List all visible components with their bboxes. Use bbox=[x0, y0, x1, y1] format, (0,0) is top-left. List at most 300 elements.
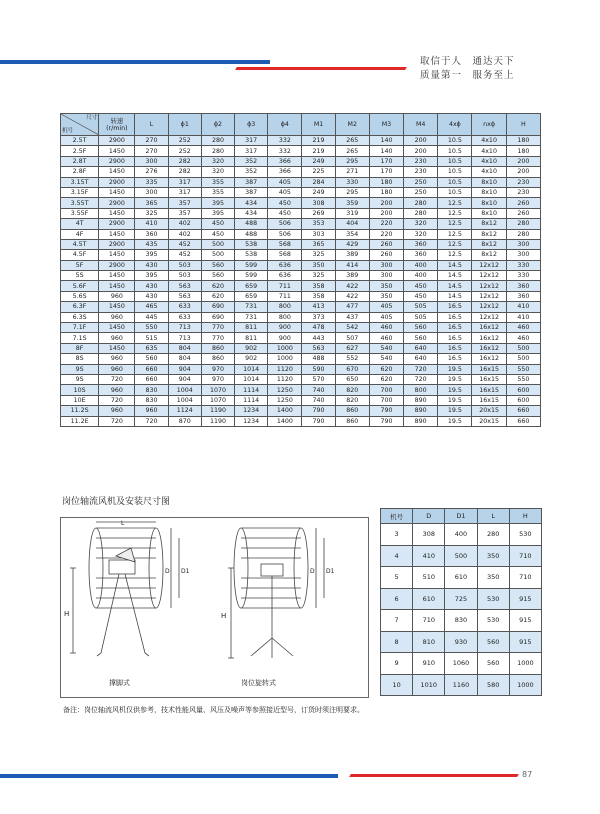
table-cell: 12.5 bbox=[438, 208, 472, 218]
table-cell: 8 bbox=[381, 631, 413, 653]
table-row bbox=[61, 177, 541, 187]
table-cell: 720 bbox=[404, 374, 438, 384]
table-cell: 570 bbox=[302, 374, 335, 384]
table-cell: 1060 bbox=[445, 653, 477, 675]
table-cell: 1450 bbox=[99, 271, 135, 281]
table-cell: 280 bbox=[201, 146, 234, 156]
table-row bbox=[381, 674, 542, 696]
table-cell: 1400 bbox=[268, 416, 302, 426]
table-cell: 740 bbox=[302, 385, 335, 395]
table-cell: 16x15 bbox=[472, 395, 506, 405]
table-row bbox=[61, 323, 541, 333]
table-cell: 303 bbox=[302, 229, 335, 239]
table-cell: 320 bbox=[201, 167, 234, 177]
table-row bbox=[61, 156, 541, 166]
table-cell: 8x10 bbox=[472, 187, 506, 197]
table-cell: 10.5 bbox=[438, 177, 472, 187]
table-cell: 530 bbox=[477, 588, 509, 610]
installation-drawing bbox=[60, 517, 369, 698]
table-cell: 460 bbox=[369, 323, 403, 333]
table-cell: 19.5 bbox=[438, 364, 472, 374]
table-cell: 180 bbox=[369, 187, 403, 197]
table-cell: 437 bbox=[335, 312, 369, 322]
table-cell: 659 bbox=[235, 281, 268, 291]
table-cell: 280 bbox=[477, 524, 509, 546]
table-cell: 1190 bbox=[201, 416, 234, 426]
table-cell: 620 bbox=[369, 374, 403, 384]
table-cell: 488 bbox=[302, 354, 335, 364]
table-cell: 325 bbox=[302, 250, 335, 260]
table-cell: 620 bbox=[201, 281, 234, 291]
table-cell: 140 bbox=[369, 136, 403, 146]
table-cell: 16.5 bbox=[438, 302, 472, 312]
table-cell: 12x12 bbox=[472, 271, 506, 281]
table-cell: 325 bbox=[135, 208, 168, 218]
table-cell: 790 bbox=[302, 406, 335, 416]
table-cell: 404 bbox=[335, 219, 369, 229]
table-cell: 180 bbox=[506, 146, 540, 156]
table-row bbox=[381, 653, 542, 675]
table-cell: 20x15 bbox=[472, 416, 506, 426]
table-cell: 220 bbox=[369, 229, 403, 239]
table-cell: 422 bbox=[335, 291, 369, 301]
table-cell: 16x15 bbox=[472, 364, 506, 374]
column-header: D bbox=[413, 509, 445, 524]
table-cell: 265 bbox=[335, 146, 369, 156]
column-header: M3 bbox=[369, 114, 403, 136]
table-cell: 260 bbox=[506, 208, 540, 218]
column-header: 机号 bbox=[381, 509, 413, 524]
model-cell: 6.3F bbox=[61, 302, 99, 312]
table-cell: 200 bbox=[506, 156, 540, 166]
table-cell: 720 bbox=[404, 364, 438, 374]
table-cell: 620 bbox=[201, 291, 234, 301]
table-cell: 219 bbox=[302, 136, 335, 146]
table-cell: 1450 bbox=[99, 208, 135, 218]
table-cell: 19.5 bbox=[438, 416, 472, 426]
table-cell: 700 bbox=[369, 385, 403, 395]
column-header: M1 bbox=[302, 114, 335, 136]
table-cell: 1014 bbox=[235, 364, 268, 374]
table-cell: 280 bbox=[201, 136, 234, 146]
table-cell: 14.5 bbox=[438, 291, 472, 301]
table-cell: 354 bbox=[335, 229, 369, 239]
table-cell: 19.5 bbox=[438, 406, 472, 416]
table-cell: 395 bbox=[201, 208, 234, 218]
table-cell: 19.5 bbox=[438, 395, 472, 405]
table-cell: 710 bbox=[413, 610, 445, 632]
table-cell: 568 bbox=[268, 239, 302, 249]
table-cell: 10.5 bbox=[438, 156, 472, 166]
table-cell: 505 bbox=[404, 302, 438, 312]
table-cell: 405 bbox=[369, 302, 403, 312]
table-cell: 563 bbox=[302, 343, 335, 353]
table-cell: 636 bbox=[268, 271, 302, 281]
corner-label-model: 机号 bbox=[62, 128, 74, 134]
table-cell: 16x15 bbox=[472, 374, 506, 384]
column-header: H bbox=[506, 114, 540, 136]
table-cell: 8x10 bbox=[472, 208, 506, 218]
table-row bbox=[61, 146, 541, 156]
table-cell: 12x12 bbox=[472, 291, 506, 301]
table-cell: 2900 bbox=[99, 156, 135, 166]
table-cell: 260 bbox=[369, 239, 403, 249]
table-cell: 600 bbox=[506, 385, 540, 395]
table-cell: 12x12 bbox=[472, 312, 506, 322]
table-cell: 550 bbox=[506, 374, 540, 384]
table-cell: 200 bbox=[404, 146, 438, 156]
table-cell: 915 bbox=[509, 631, 541, 653]
header-red-stripe bbox=[235, 67, 407, 70]
table-cell: 249 bbox=[302, 187, 335, 197]
model-cell: 5S bbox=[61, 271, 99, 281]
table-cell: 414 bbox=[335, 260, 369, 270]
table-cell: 387 bbox=[235, 177, 268, 187]
table-cell: 1450 bbox=[99, 229, 135, 239]
table-cell: 317 bbox=[168, 187, 201, 197]
table-cell: 7 bbox=[381, 610, 413, 632]
table-cell: 860 bbox=[335, 406, 369, 416]
table-cell: 282 bbox=[168, 167, 201, 177]
table-cell: 357 bbox=[168, 208, 201, 218]
table-cell: 280 bbox=[404, 198, 438, 208]
footnote: 备注：岗位轴流风机仅供参考，技术性能风量、风压及噪声等参照接近型号，订货时须注明要求。 bbox=[63, 706, 364, 714]
table-cell: 280 bbox=[506, 219, 540, 229]
table-cell: 20x15 bbox=[472, 406, 506, 416]
table-cell: 270 bbox=[135, 146, 168, 156]
table-cell: 711 bbox=[268, 291, 302, 301]
table-cell: 731 bbox=[235, 302, 268, 312]
table-cell: 250 bbox=[404, 187, 438, 197]
table-cell: 360 bbox=[506, 281, 540, 291]
model-cell: 3.55F bbox=[61, 208, 99, 218]
table-row bbox=[61, 250, 541, 260]
table-cell: 720 bbox=[99, 374, 135, 384]
table-cell: 308 bbox=[302, 198, 335, 208]
column-header: ϕ3 bbox=[235, 114, 268, 136]
model-cell: 10E bbox=[61, 395, 99, 405]
table-cell: 8x12 bbox=[472, 239, 506, 249]
table-cell: 510 bbox=[413, 567, 445, 589]
table-cell: 1450 bbox=[99, 343, 135, 353]
table-cell: 295 bbox=[335, 156, 369, 166]
table-cell: 740 bbox=[302, 395, 335, 405]
table-row bbox=[61, 281, 541, 291]
table-cell: 960 bbox=[135, 406, 168, 416]
table-cell: 800 bbox=[404, 385, 438, 395]
table-cell: 373 bbox=[302, 312, 335, 322]
table-row bbox=[61, 364, 541, 374]
table-cell: 563 bbox=[168, 291, 201, 301]
table-cell: 16x12 bbox=[472, 343, 506, 353]
model-cell: 11.2S bbox=[61, 406, 99, 416]
table-row bbox=[61, 374, 541, 384]
table-row bbox=[61, 187, 541, 197]
column-header: M4 bbox=[404, 114, 438, 136]
table-cell: 450 bbox=[201, 219, 234, 229]
table-cell: 830 bbox=[135, 385, 168, 395]
table-cell: 300 bbox=[506, 250, 540, 260]
table-cell: 360 bbox=[404, 250, 438, 260]
table-row bbox=[61, 229, 541, 239]
slogan-line-1: 取信于人 通达天下 bbox=[420, 56, 515, 67]
table-cell: 320 bbox=[404, 219, 438, 229]
table-cell: 410 bbox=[135, 219, 168, 229]
table-cell: 410 bbox=[506, 312, 540, 322]
column-header: M2 bbox=[335, 114, 369, 136]
table-cell: 610 bbox=[413, 588, 445, 610]
dim-d1-right: D1 bbox=[326, 568, 335, 575]
table-cell: 713 bbox=[168, 333, 201, 343]
table-cell: 713 bbox=[168, 323, 201, 333]
table-cell: 870 bbox=[168, 416, 201, 426]
table-cell: 960 bbox=[99, 385, 135, 395]
model-cell: 5.6F bbox=[61, 281, 99, 291]
table-cell: 405 bbox=[369, 312, 403, 322]
table-cell: 9 bbox=[381, 653, 413, 675]
dim-d-left: D bbox=[165, 568, 170, 575]
table-cell: 960 bbox=[99, 312, 135, 322]
model-cell: 7.1S bbox=[61, 333, 99, 343]
model-cell: 8F bbox=[61, 343, 99, 353]
table-cell: 500 bbox=[201, 239, 234, 249]
table-cell: 450 bbox=[268, 198, 302, 208]
table-cell: 230 bbox=[506, 187, 540, 197]
table-cell: 366 bbox=[268, 167, 302, 177]
table-cell: 3 bbox=[381, 524, 413, 546]
table-cell: 1000 bbox=[509, 674, 541, 696]
table-cell: 860 bbox=[201, 343, 234, 353]
table-cell: 350 bbox=[477, 545, 509, 567]
caption-rotary-stand: 岗位旋转式 bbox=[241, 679, 276, 687]
table-cell: 445 bbox=[135, 312, 168, 322]
table-cell: 12.5 bbox=[438, 229, 472, 239]
table-corner-cell bbox=[61, 114, 99, 136]
table-cell: 452 bbox=[168, 250, 201, 260]
table-cell: 904 bbox=[168, 364, 201, 374]
model-cell: 2.8T bbox=[61, 156, 99, 166]
table-cell: 276 bbox=[135, 167, 168, 177]
table-cell: 352 bbox=[235, 156, 268, 166]
slogan-line-2: 质量第一 服务至上 bbox=[420, 70, 515, 81]
table-cell: 2900 bbox=[99, 239, 135, 249]
table-cell: 405 bbox=[268, 177, 302, 187]
table-cell: 660 bbox=[135, 374, 168, 384]
footer-red-stripe bbox=[349, 774, 519, 777]
table-cell: 503 bbox=[168, 271, 201, 281]
table-cell: 320 bbox=[404, 229, 438, 239]
table-cell: 430 bbox=[135, 281, 168, 291]
table-cell: 720 bbox=[99, 416, 135, 426]
table-cell: 710 bbox=[509, 567, 541, 589]
column-header: D1 bbox=[445, 509, 477, 524]
table-cell: 319 bbox=[335, 208, 369, 218]
column-header: ϕ1 bbox=[168, 114, 201, 136]
table-cell: 1450 bbox=[99, 250, 135, 260]
table-cell: 1070 bbox=[201, 395, 234, 405]
model-cell: 2.5T bbox=[61, 136, 99, 146]
table-row bbox=[381, 524, 542, 546]
table-cell: 506 bbox=[268, 219, 302, 229]
table-cell: 317 bbox=[235, 146, 268, 156]
table-cell: 770 bbox=[201, 323, 234, 333]
table-cell: 325 bbox=[302, 271, 335, 281]
column-header: L bbox=[135, 114, 168, 136]
table-cell: 16x12 bbox=[472, 354, 506, 364]
dim-h-left: H bbox=[64, 610, 70, 618]
table-cell: 170 bbox=[369, 167, 403, 177]
table-cell: 16x12 bbox=[472, 323, 506, 333]
table-row bbox=[61, 208, 541, 218]
table-cell: 400 bbox=[404, 271, 438, 281]
table-cell: 478 bbox=[302, 323, 335, 333]
table-cell: 900 bbox=[268, 323, 302, 333]
table-cell: 450 bbox=[404, 291, 438, 301]
table-cell: 249 bbox=[302, 156, 335, 166]
table-cell: 410 bbox=[506, 302, 540, 312]
table-cell: 530 bbox=[477, 610, 509, 632]
table-cell: 252 bbox=[168, 136, 201, 146]
table-cell: 1070 bbox=[201, 385, 234, 395]
table-row bbox=[61, 312, 541, 322]
table-cell: 330 bbox=[506, 271, 540, 281]
table-cell: 230 bbox=[404, 167, 438, 177]
table-cell: 6 bbox=[381, 588, 413, 610]
column-header: 4xϕ bbox=[438, 114, 472, 136]
table-cell: 19.5 bbox=[438, 385, 472, 395]
table-cell: 560 bbox=[201, 271, 234, 281]
table-cell: 352 bbox=[235, 167, 268, 177]
table-cell: 1010 bbox=[413, 674, 445, 696]
table-cell: 811 bbox=[235, 323, 268, 333]
table-cell: 560 bbox=[477, 653, 509, 675]
table-cell: 910 bbox=[413, 653, 445, 675]
table-cell: 10.5 bbox=[438, 187, 472, 197]
table-cell: 8x10 bbox=[472, 198, 506, 208]
table-cell: 1400 bbox=[268, 406, 302, 416]
table-cell: 8x10 bbox=[472, 177, 506, 187]
table-cell: 355 bbox=[201, 187, 234, 197]
table-cell: 16.5 bbox=[438, 333, 472, 343]
table-cell: 4x10 bbox=[472, 146, 506, 156]
table-cell: 452 bbox=[168, 239, 201, 249]
table-cell: 2900 bbox=[99, 219, 135, 229]
table-cell: 395 bbox=[135, 271, 168, 281]
table-cell: 890 bbox=[404, 406, 438, 416]
dim-h-right: H bbox=[221, 612, 227, 620]
dimension-table bbox=[380, 508, 542, 696]
table-cell: 540 bbox=[369, 354, 403, 364]
table-cell: 599 bbox=[235, 271, 268, 281]
table-cell: 710 bbox=[509, 545, 541, 567]
table-cell: 355 bbox=[201, 177, 234, 187]
table-cell: 660 bbox=[135, 364, 168, 374]
table-cell: 2900 bbox=[99, 260, 135, 270]
model-cell: 2.5F bbox=[61, 146, 99, 156]
table-cell: 200 bbox=[369, 208, 403, 218]
table-cell: 387 bbox=[235, 187, 268, 197]
table-cell: 790 bbox=[302, 416, 335, 426]
table-cell: 731 bbox=[235, 312, 268, 322]
table-cell: 690 bbox=[201, 302, 234, 312]
table-cell: 10.5 bbox=[438, 167, 472, 177]
table-cell: 720 bbox=[135, 416, 168, 426]
table-cell: 904 bbox=[168, 374, 201, 384]
table-row bbox=[61, 302, 541, 312]
table-cell: 1450 bbox=[99, 281, 135, 291]
table-cell: 19.5 bbox=[438, 374, 472, 384]
table-row bbox=[61, 271, 541, 281]
table-cell: 140 bbox=[369, 146, 403, 156]
table-cell: 500 bbox=[506, 354, 540, 364]
table-cell: 4x10 bbox=[472, 156, 506, 166]
table-cell: 12.5 bbox=[438, 250, 472, 260]
table-cell: 506 bbox=[268, 229, 302, 239]
model-cell: 5.6S bbox=[61, 291, 99, 301]
column-header: 转速 (r/min) bbox=[99, 114, 135, 136]
table-cell: 1190 bbox=[201, 406, 234, 416]
table-cell: 170 bbox=[369, 156, 403, 166]
table-cell: 300 bbox=[369, 271, 403, 281]
table-cell: 12x12 bbox=[472, 260, 506, 270]
table-cell: 330 bbox=[506, 260, 540, 270]
table-cell: 366 bbox=[268, 156, 302, 166]
table-cell: 269 bbox=[302, 208, 335, 218]
model-cell: 11.2E bbox=[61, 416, 99, 426]
table-cell: 230 bbox=[404, 156, 438, 166]
table-cell: 450 bbox=[268, 208, 302, 218]
table-cell: 1000 bbox=[268, 343, 302, 353]
table-cell: 12.5 bbox=[438, 198, 472, 208]
model-cell: 3.15T bbox=[61, 177, 99, 187]
table-cell: 405 bbox=[268, 187, 302, 197]
table-cell: 10 bbox=[381, 674, 413, 696]
corner-label-size: 尺寸 bbox=[86, 115, 98, 121]
table-cell: 271 bbox=[335, 167, 369, 177]
model-cell: 9S bbox=[61, 374, 99, 384]
table-cell: 282 bbox=[168, 156, 201, 166]
table-cell: 960 bbox=[99, 291, 135, 301]
table-cell: 335 bbox=[135, 177, 168, 187]
model-cell: 8S bbox=[61, 354, 99, 364]
table-cell: 400 bbox=[445, 524, 477, 546]
table-cell: 503 bbox=[168, 260, 201, 270]
table-cell: 890 bbox=[404, 416, 438, 426]
table-cell: 357 bbox=[168, 198, 201, 208]
table-cell: 635 bbox=[135, 343, 168, 353]
table-cell: 970 bbox=[201, 364, 234, 374]
table-row bbox=[381, 588, 542, 610]
table-cell: 720 bbox=[99, 395, 135, 405]
table-cell: 308 bbox=[413, 524, 445, 546]
table-cell: 507 bbox=[335, 333, 369, 343]
table-cell: 1004 bbox=[168, 395, 201, 405]
table-cell: 12.5 bbox=[438, 219, 472, 229]
table-row bbox=[61, 291, 541, 301]
table-cell: 830 bbox=[445, 610, 477, 632]
table-cell: 610 bbox=[445, 567, 477, 589]
table-row bbox=[61, 333, 541, 343]
table-row bbox=[61, 354, 541, 364]
table-row bbox=[61, 219, 541, 229]
table-cell: 359 bbox=[335, 198, 369, 208]
table-cell: 1234 bbox=[235, 416, 268, 426]
table-cell: 250 bbox=[404, 177, 438, 187]
table-cell: 12x12 bbox=[472, 281, 506, 291]
table-cell: 460 bbox=[506, 323, 540, 333]
table-cell: 636 bbox=[268, 260, 302, 270]
table-cell: 552 bbox=[335, 354, 369, 364]
